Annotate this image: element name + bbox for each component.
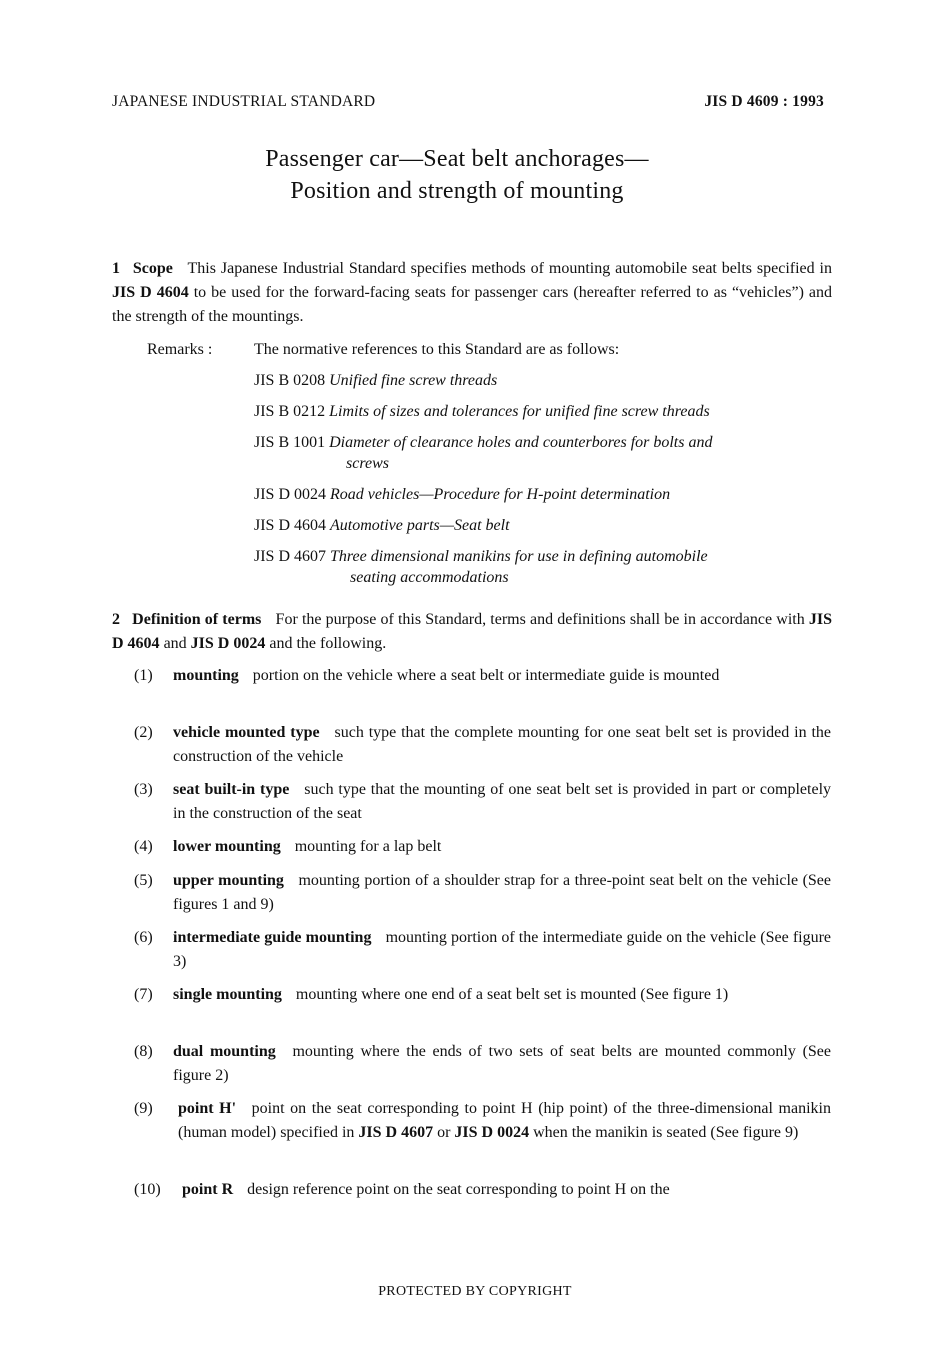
- definition-term: point R: [182, 1181, 234, 1198]
- definition-number: (8): [134, 1043, 153, 1060]
- section-1-ref: JIS D 4604: [112, 284, 189, 301]
- definition-term: point H': [178, 1100, 237, 1117]
- title-line-2: Position and strength of mounting: [290, 178, 624, 204]
- reference-code: JIS B 1001: [254, 434, 326, 451]
- definition-text-b: when the manikin is seated (See figure 9): [533, 1124, 799, 1141]
- definition-term: single mounting: [173, 986, 282, 1003]
- section-2-number: 2: [112, 611, 120, 628]
- definition-body: [178, 1097, 831, 1145]
- reference-title: Road vehicles—Procedure for H-point determination: [330, 486, 671, 503]
- definition-body: [173, 983, 831, 1007]
- reference-code: JIS D 4604: [254, 517, 327, 534]
- section-1-heading: Scope: [132, 260, 173, 277]
- section-2-ref-1: JIS D 4604: [112, 611, 833, 652]
- definition-text: such type that the mounting of one seat belt set is provided in part or completely in the construction of the seat: [173, 781, 832, 822]
- definition-number: (7): [134, 986, 153, 1003]
- definition-body: [182, 1178, 831, 1202]
- definition-number: (3): [134, 781, 153, 798]
- reference-item: [254, 515, 844, 536]
- section-2-text-b: and the following.: [269, 635, 387, 652]
- definition-number: (5): [134, 872, 153, 889]
- definition-term: lower mounting: [173, 838, 281, 855]
- definition-body: [173, 869, 831, 917]
- definition-term: seat built-in type: [173, 781, 290, 798]
- definition-number: (4): [134, 838, 153, 855]
- definition-text: mounting where one end of a seat belt set is mounted (See figure 1): [295, 986, 729, 1003]
- remarks-label: Remarks :: [147, 341, 213, 358]
- definition-body: [173, 664, 831, 688]
- definition-text: portion on the vehicle where a seat belt or intermediate guide is mounted: [252, 667, 720, 684]
- copyright-footer: PROTECTED BY COPYRIGHT: [378, 1284, 572, 1299]
- definition-body: [173, 1040, 831, 1088]
- section-2-ref-2: JIS D 0024: [190, 635, 266, 652]
- reference-title: Limits of sizes and tolerances for unified fine screw threads: [329, 403, 710, 420]
- definition-ref-2: JIS D 0024: [454, 1124, 530, 1141]
- reference-item: [254, 484, 844, 505]
- reference-item: [254, 401, 844, 422]
- definition-term: mounting: [173, 667, 239, 684]
- definition-number: (10): [134, 1181, 161, 1198]
- definition-number: (1): [134, 667, 153, 684]
- header-standard-number: JIS D 4609 : 1993: [704, 93, 824, 110]
- section-1-text-b: to be used for the forward-facing seats for passenger cars (hereafter referred to as “vehicles”) and the strength of the mountings.: [112, 284, 833, 325]
- section-2-heading: Definition of terms: [132, 611, 262, 628]
- reference-code: JIS B 0208: [254, 372, 326, 389]
- definition-ref-1: JIS D 4607: [358, 1124, 434, 1141]
- document-title: [0, 143, 950, 207]
- definition-text: mounting where the ends of two sets of seat belts are mounted commonly (See figure 2): [173, 1043, 832, 1084]
- section-1-scope: [112, 257, 832, 329]
- reference-title: Automotive parts—Seat belt: [330, 517, 510, 534]
- definition-term: vehicle mounted type: [173, 724, 320, 741]
- definition-term: upper mounting: [173, 872, 284, 889]
- title-line-1: Passenger car—Seat belt anchorages—: [265, 146, 649, 172]
- reference-item: [254, 370, 844, 391]
- definition-number: (6): [134, 929, 153, 946]
- section-2-text-and: and: [163, 635, 187, 652]
- definition-number: (2): [134, 724, 153, 741]
- definition-body: [173, 835, 831, 859]
- reference-code: JIS D 4607: [254, 548, 327, 565]
- definition-text: such type that the complete mounting for one seat belt set is provided in the construction of the vehicle: [173, 724, 832, 765]
- definition-text: design reference point on the seat corresponding to point H on the: [247, 1181, 670, 1198]
- section-2-definitions: [112, 608, 832, 656]
- reference-title-continued: seating accommodations: [350, 569, 509, 586]
- definition-term: intermediate guide mounting: [173, 929, 372, 946]
- definition-text: mounting portion of a shoulder strap for a three-point seat belt on the vehicle (See figures 1 and 9): [173, 872, 832, 913]
- definition-number: (9): [134, 1100, 153, 1117]
- definition-text-or: or: [437, 1124, 451, 1141]
- reference-title: Three dimensional manikins for use in defining automobile: [330, 548, 708, 565]
- reference-item: [254, 546, 854, 588]
- definition-term: dual mounting: [173, 1043, 276, 1060]
- definition-body: [173, 721, 831, 769]
- reference-code: JIS D 0024: [254, 486, 327, 503]
- section-1-text-a: This Japanese Industrial Standard specifies methods of mounting automobile seat belts specified in: [187, 260, 832, 277]
- reference-title: Unified fine screw threads: [329, 372, 498, 389]
- section-1-number: 1: [112, 260, 120, 277]
- definition-text: mounting portion of the intermediate guide on the vehicle (See figure 3): [173, 929, 832, 970]
- reference-title: Diameter of clearance holes and counterbores for bolts and: [329, 434, 713, 451]
- remarks-intro: The normative references to this Standard are as follows:: [254, 341, 620, 358]
- section-2-text-a: For the purpose of this Standard, terms and definitions shall be in accordance with: [275, 611, 805, 628]
- reference-title-continued: screws: [346, 455, 389, 472]
- reference-code: JIS B 0212: [254, 403, 326, 420]
- definition-body: [173, 778, 831, 826]
- header-standard-label: JAPANESE INDUSTRIAL STANDARD: [112, 93, 376, 110]
- definition-body: [173, 926, 831, 974]
- definition-text: mounting for a lap belt: [294, 838, 442, 855]
- reference-item: [254, 432, 854, 474]
- definition-text-a: point on the seat corresponding to point H (hip point) of the three-dimensional manikin (human model) specified in: [178, 1100, 831, 1141]
